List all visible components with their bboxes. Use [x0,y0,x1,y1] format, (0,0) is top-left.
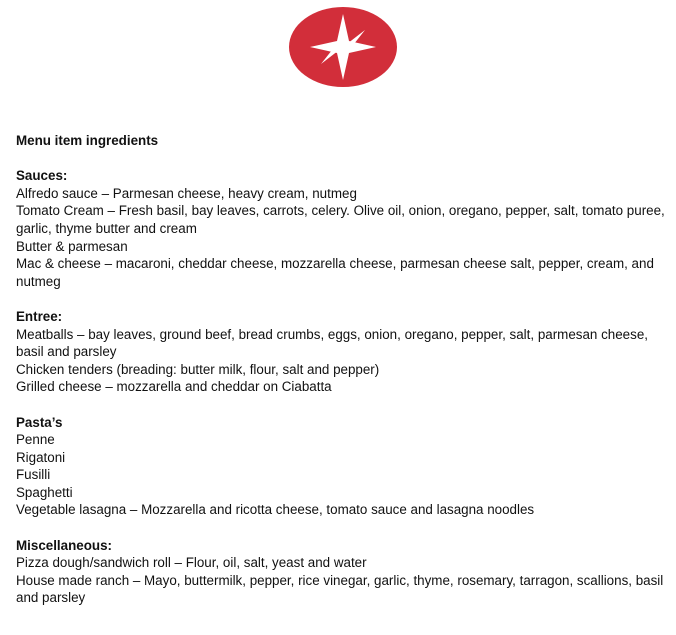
list-item: Rigatoni [16,449,66,465]
list-item: Chicken tenders (breading: butter milk, flour, salt and pepper) [16,361,380,377]
list-item: Penne [16,432,55,448]
list-item: Fusilli [16,467,51,483]
list-item: Tomato Cream – Fresh basil, bay leaves, carrots, celery. Olive oil, onion, oregano, pepper, salt, tomato puree, garlic, thyme butter and cream [16,203,665,236]
section-heading-miscellaneous: Miscellaneous: [16,537,112,553]
section-heading-sauces: Sauces: [16,168,68,184]
section-pastas [16,414,672,520]
ingredients-document [16,132,672,607]
section-heading-pastas: Pasta’s [16,414,63,430]
list-item: Grilled cheese – mozzarella and cheddar on Ciabatta [16,379,332,395]
document-title: Menu item ingredients [16,133,159,148]
list-item: Spaghetti [16,484,73,500]
section-sauces [16,167,672,290]
list-item: Meatballs – bay leaves, ground beef, bread crumbs, eggs, onion, oregano, pepper, salt, parmesan cheese, basil and parsley [16,326,648,360]
list-item: House made ranch – Mayo, buttermilk, pepper, rice vinegar, garlic, thyme, rosemary, tarragon, scallions, basil and parsley [16,572,664,606]
section-entree [16,308,672,396]
list-item: Pizza dough/sandwich roll – Flour, oil, salt, yeast and water [16,555,367,571]
section-miscellaneous [16,537,672,607]
list-item: Mac & cheese – macaroni, cheddar cheese, mozzarella cheese, parmesan cheese salt, pepper, cream, and nutmeg [16,256,654,289]
list-item: Vegetable lasagna – Mozzarella and ricotta cheese, tomato sauce and lasagna noodles [16,502,535,518]
list-item: Butter & parmesan [16,238,128,254]
star-logo-icon [288,6,398,88]
list-item: Alfredo sauce – Parmesan cheese, heavy cream, nutmeg [16,185,357,201]
section-heading-entree: Entree: [16,308,63,324]
